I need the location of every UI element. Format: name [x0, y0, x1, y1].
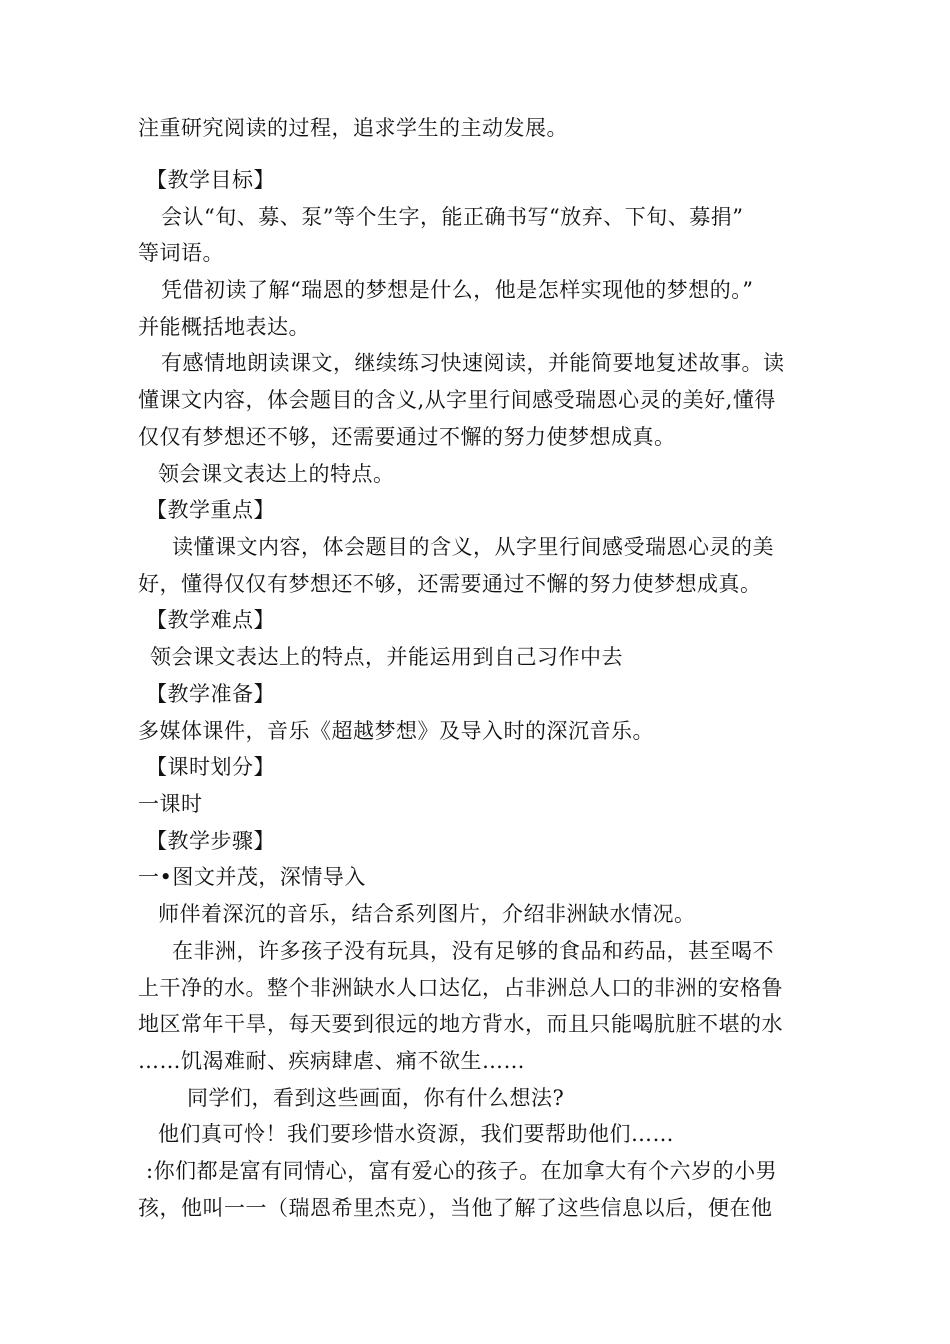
text-line: 地区常年干旱，每天要到很远的地方背水，而且只能喝肮脏不堪的水	[138, 1012, 783, 1036]
text-line: 领会课文表达上的特点，并能运用到自己习作中去	[150, 645, 623, 669]
text-line: 多媒体课件，音乐《超越梦想》及导入时的深沉音乐。	[138, 719, 654, 743]
text-line: 注重研究阅读的过程，追求学生的主动发展。	[138, 116, 568, 140]
text-line: 读懂课文内容，体会题目的含义，从字里行间感受瑞恩心灵的美	[172, 535, 774, 559]
section-heading: 【教学重点】	[146, 498, 275, 522]
section-heading: 【教学难点】	[146, 608, 275, 632]
section-heading: 【教学步骤】	[146, 829, 275, 853]
section-heading: 【课时划分】	[146, 755, 275, 779]
text-line: 会认“旬、募、泵”等个生字，能正确书写“放弃、下旬、募捐”	[161, 205, 744, 229]
text-line: 一课时	[138, 792, 203, 816]
text-line: 有感情地朗读课文，继续练习快速阅读，并能简要地复述故事。读	[161, 351, 785, 375]
section-heading: 【教学准备】	[146, 682, 275, 706]
text-line: 等词语。	[138, 241, 224, 265]
subsection-heading: 一•图文并茂，深情导入	[138, 865, 366, 889]
text-line: 并能概括地表达。	[138, 315, 310, 339]
text-line: 他们真可怜！我们要珍惜水资源，我们要帮助他们……	[158, 1122, 674, 1146]
text-line: 好，懂得仅仅有梦想还不够，还需要通过不懈的努力使梦想成真。	[138, 572, 762, 596]
text-line: 领会课文表达上的特点。	[158, 462, 395, 486]
text-line: 孩，他叫一一（瑞恩希里杰克），当他了解了这些信息以后，便在他	[138, 1196, 773, 1220]
text-line: 上干净的水。整个非洲缺水人口达亿，占非洲总人口的非洲的安格鲁	[138, 976, 783, 1000]
text-line: 同学们，看到这些画面，你有什么想法?	[187, 1086, 565, 1110]
section-heading: 【教学目标】	[146, 168, 275, 192]
text-line: 师伴着深沉的音乐，结合系列图片，介绍非洲缺水情况。	[158, 902, 696, 926]
text-line: ……饥渴难耐、疾病肆虐、痛不欲生……	[138, 1049, 525, 1073]
text-line: 懂课文内容，体会题目的含义,从字里行间感受瑞恩心灵的美好,懂得	[138, 388, 776, 412]
text-line: 在非洲，许多孩子没有玩具，没有足够的食品和药品，甚至喝不	[172, 939, 774, 963]
text-line: :你们都是富有同情心，富有爱心的孩子。在加拿大有个六岁的小男	[146, 1159, 778, 1183]
text-line: 仅仅有梦想还不够，还需要通过不懈的努力使梦想成真。	[138, 425, 676, 449]
text-line: 凭借初读了解“瑞恩的梦想是什么，他是怎样实现他的梦想的。”	[161, 278, 754, 302]
